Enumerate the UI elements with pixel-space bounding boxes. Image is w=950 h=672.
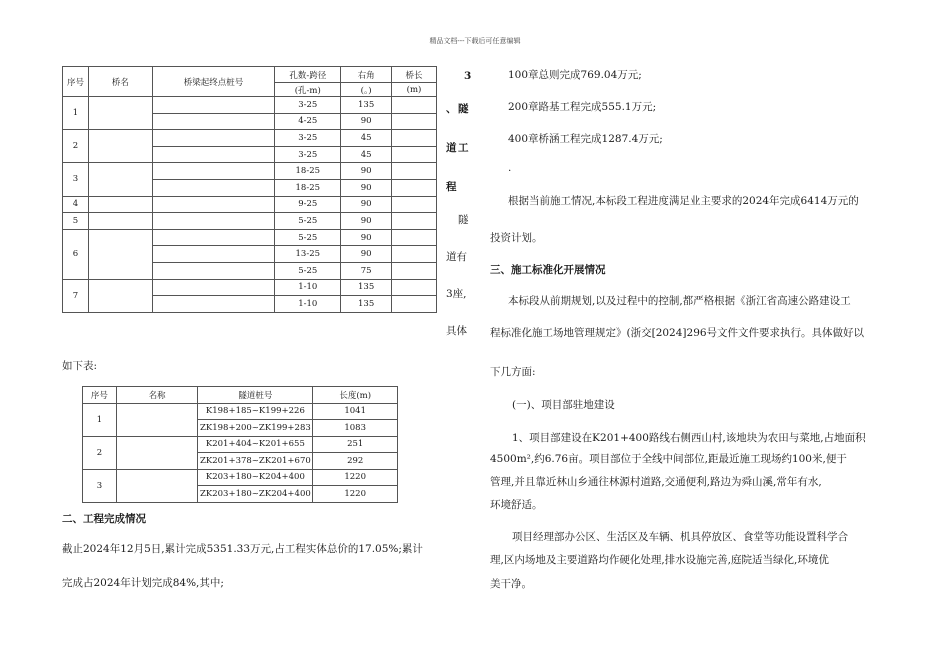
page-header: 精品文档---下载后可任意编辑 [429,37,521,45]
bridge-row [63,196,437,213]
bridge-name [88,97,152,130]
bridge-row [63,279,437,296]
para1-line4: 环境舒适。 [490,499,543,511]
vertical-heading-char: 、 [446,103,457,115]
tunnel-row [83,403,398,420]
bridge-stake [152,163,275,180]
bridge-angle: 90 [341,163,392,180]
tunnel-no: 3 [83,469,117,502]
section3-line2: 程标准化施工场地管理规定》(浙交[2024]296号文件文件要求执行。具体做好以 [490,327,865,339]
col-header-no: 序号 [63,67,89,97]
bridge-angle: 90 [341,179,392,196]
bridge-angle: 90 [341,213,392,230]
bridge-length [392,113,437,130]
bridge-span: 5-25 [275,229,341,246]
tunnel-name [116,403,198,436]
bridge-span: 3-25 [275,146,341,163]
bridge-angle: 135 [341,97,392,114]
tunnel-row [83,436,398,453]
tunnel-stake: ZK203+180~ZK204+400 [198,486,313,503]
bridge-span: 4-25 [275,113,341,130]
tunnel-table [82,386,398,503]
para1-line3: 管理,并且靠近林山乡通往林源村道路,交通便利,路边为舜山溪,常年有水, [490,476,822,488]
progress-line-400: 400章桥涵工程完成1287.4万元; [508,133,663,145]
col-unit-span: (孔-m) [275,83,341,97]
progress-line-100: 100章总则完成769.04万元; [508,69,642,81]
bridge-span: 5-25 [275,262,341,279]
tunnel-stake: K201+404~K201+655 [198,436,313,453]
tunnel-no: 1 [83,403,117,436]
bridge-table-body [63,97,437,313]
bridge-table [62,66,437,313]
vertical-heading-char: 工 [458,142,469,154]
bridge-length [392,213,437,230]
bridge-row [63,163,437,180]
bridge-length [392,279,437,296]
bridge-stake [152,179,275,196]
vertical-body-text: 3座, [446,288,467,300]
bridge-length [392,179,437,196]
bridge-span: 3-25 [275,97,341,114]
col-header-angle: 右角 [341,67,392,83]
bridge-stake [152,246,275,263]
para1-line2: 4500m²,约6.76亩。项目部位于全线中间部位,距最近施工现场约100米,便于 [490,453,847,465]
vertical-heading-char: 道 [446,142,457,154]
bridge-stake [152,262,275,279]
bridge-length [392,246,437,263]
bridge-angle: 135 [341,296,392,313]
col-header-stake: 桥梁起终点桩号 [152,67,275,97]
bridge-no: 5 [63,213,89,230]
section3-line3: 下几方面: [490,366,536,378]
tunnel-length: 1220 [313,469,398,486]
para2-line3: 美干净。 [490,578,532,590]
bridge-angle: 90 [341,229,392,246]
bridge-no: 4 [63,196,89,213]
para1-line1: 1、项目部建设在K201+400路线右侧西山村,该地块为农田与菜地,占地面积 [512,432,866,444]
bridge-stake [152,196,275,213]
bridge-length [392,146,437,163]
bridge-span: 18-25 [275,179,341,196]
tunnel-row [83,469,398,486]
bridge-span: 3-25 [275,130,341,147]
tunnel-name [116,469,198,502]
bridge-angle: 135 [341,279,392,296]
bridge-stake [152,229,275,246]
tunnel-table-body [83,403,398,502]
col-unit-length: (m) [392,83,437,97]
col-header-span: 孔数-跨径 [275,67,341,83]
bridge-no: 7 [63,279,89,312]
bridge-span: 1-10 [275,279,341,296]
bridge-name [88,229,152,279]
bridge-length [392,130,437,147]
section3-line1: 本标段从前期规划,以及过程中的控制,都严格根据《浙江省高速公路建设工 [508,295,851,307]
separator-dot: . [508,162,512,174]
bridge-angle: 75 [341,262,392,279]
tunnel-length: 251 [313,436,398,453]
para2-line2: 理,区内场地及主要道路均作硬化处理,排水设施完善,庭院适当绿化,环境优 [490,554,829,566]
bridge-length [392,262,437,279]
vertical-body-text: 道有 [446,251,467,263]
bridge-no: 2 [63,130,89,163]
para2-line1: 项目经理部办公区、生活区及车辆、机具停放区、食堂等功能设置科学合 [512,531,848,543]
plan-line1: 根据当前施工情况,本标段工程进度满足业主要求的2024年完成6414万元的 [508,195,859,207]
subsection1-title: (一)、项目部驻地建设 [512,399,615,411]
bridge-stake [152,279,275,296]
bridge-name [88,213,152,230]
bridge-length [392,196,437,213]
bridge-length [392,229,437,246]
tunnel-stake: K203+180~K204+400 [198,469,313,486]
bridge-no: 3 [63,163,89,196]
bridge-row [63,97,437,114]
bridge-angle: 90 [341,246,392,263]
bridge-span: 9-25 [275,196,341,213]
vertical-heading-char: 隧 [458,103,469,115]
tunnel-length: 292 [313,453,398,470]
vertical-body-text: 隧 [458,214,469,226]
bridge-stake [152,146,275,163]
bridge-span: 5-25 [275,213,341,230]
tunnel-no: 2 [83,436,117,469]
section2-paragraph-line1: 截止2024年12月5日,累计完成5351.33万元,占工程实体总价的17.05%;累计 [62,543,423,555]
bridge-span: 1-10 [275,296,341,313]
bridge-span: 13-25 [275,246,341,263]
tunnel-length: 1041 [313,403,398,420]
bridge-length [392,296,437,313]
section3-title: 三、施工标准化开展情况 [490,264,606,276]
tunnel-stake: ZK201+378~ZK201+670 [198,453,313,470]
bridge-angle: 45 [341,130,392,147]
col-header-name: 桥名 [88,67,152,97]
vertical-body-text: 具体 [446,325,467,337]
plan-line2: 投资计划。 [490,232,543,244]
bridge-no: 1 [63,97,89,130]
bridge-name [88,163,152,196]
tunnel-header-length: 长度(m) [313,387,398,404]
bridge-name [88,130,152,163]
tunnel-length: 1083 [313,420,398,437]
progress-line-200: 200章路基工程完成555.1万元; [508,101,657,113]
bridge-length [392,163,437,180]
tunnel-header-stake: 隧道桩号 [198,387,313,404]
bridge-angle: 45 [341,146,392,163]
vertical-heading-char: 3 [464,70,472,82]
bridge-stake [152,113,275,130]
col-header-length: 桥长 [392,67,437,83]
bridge-angle: 90 [341,196,392,213]
bridge-no: 6 [63,229,89,279]
tunnel-stake: K198+185~K199+226 [198,403,313,420]
tunnel-header-name: 名称 [116,387,198,404]
vertical-heading-char: 程 [446,181,457,193]
bridge-length [392,97,437,114]
tunnel-name [116,436,198,469]
intro-text: 如下表: [62,360,98,372]
bridge-row [63,229,437,246]
col-unit-angle: (。) [341,83,392,97]
bridge-row [63,130,437,147]
bridge-stake [152,130,275,147]
tunnel-stake: ZK198+200~ZK199+283 [198,420,313,437]
bridge-stake [152,213,275,230]
section2-paragraph-line2: 完成占2024年计划完成84%,其中; [62,577,224,589]
bridge-stake [152,97,275,114]
tunnel-length: 1220 [313,486,398,503]
bridge-name [88,279,152,312]
bridge-row [63,213,437,230]
tunnel-header-no: 序号 [83,387,117,404]
bridge-angle: 90 [341,113,392,130]
bridge-stake [152,296,275,313]
section2-title: 二、工程完成情况 [62,513,146,525]
bridge-span: 18-25 [275,163,341,180]
bridge-name [88,196,152,213]
